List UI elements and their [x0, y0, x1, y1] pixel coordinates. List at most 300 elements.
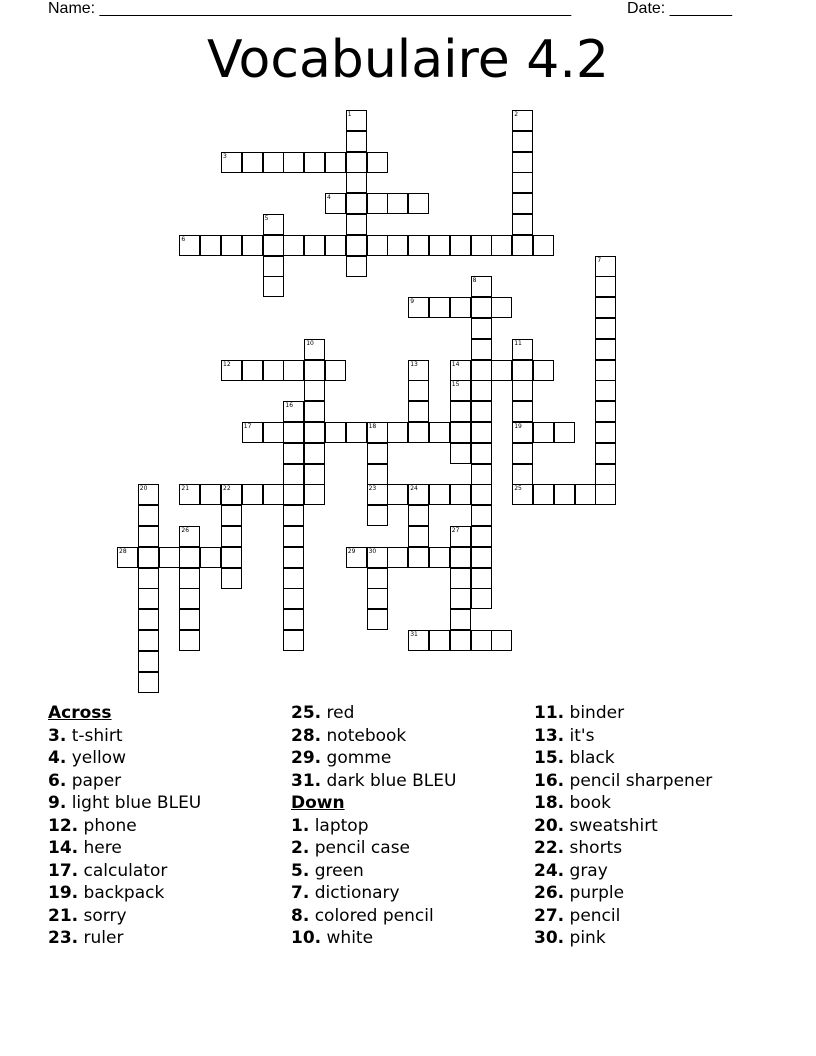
- grid-cell[interactable]: [221, 505, 242, 526]
- clues-column-2: [291, 702, 456, 950]
- clue-item-text: pencil: [569, 905, 621, 926]
- grid-cell[interactable]: [263, 235, 284, 256]
- grid-cell[interactable]: [429, 547, 450, 568]
- grid-cell[interactable]: [491, 360, 512, 381]
- grid-cell[interactable]: [471, 401, 492, 422]
- grid-cell[interactable]: [283, 505, 304, 526]
- grid-cell[interactable]: [304, 401, 325, 422]
- grid-cell[interactable]: [595, 401, 616, 422]
- grid-cell[interactable]: [304, 443, 325, 464]
- grid-cell[interactable]: [263, 276, 284, 297]
- grid-cell[interactable]: [263, 256, 284, 277]
- grid-cell[interactable]: [408, 193, 429, 214]
- clue-item-number: 20.: [534, 815, 565, 836]
- clue-item: [534, 792, 712, 815]
- clue-item: [48, 747, 201, 770]
- clue-item: [534, 905, 712, 928]
- grid-cell[interactable]: [179, 568, 200, 589]
- grid-cell[interactable]: [283, 235, 304, 256]
- clue-item-text: light blue BLEU: [71, 793, 202, 813]
- grid-cell[interactable]: [283, 547, 304, 568]
- clue-item: [534, 860, 712, 883]
- clue-item-number: 28.: [291, 725, 322, 746]
- clue-item-text: shorts: [569, 838, 623, 858]
- clue-item-number: 26.: [534, 883, 565, 903]
- grid-cell[interactable]: [263, 214, 284, 235]
- grid-cell[interactable]: [221, 360, 242, 381]
- grid-cell[interactable]: [179, 484, 200, 505]
- clue-item-number: 23.: [48, 928, 79, 948]
- clue-number: 11: [514, 339, 522, 347]
- grid-cell[interactable]: [471, 568, 492, 589]
- grid-cell[interactable]: [408, 401, 429, 422]
- clue-item-text: laptop: [314, 815, 369, 836]
- grid-cell[interactable]: [263, 360, 284, 381]
- clue-number: 5: [264, 215, 269, 222]
- clue-item: [291, 702, 456, 725]
- grid-cell[interactable]: [138, 588, 159, 609]
- grid-cell[interactable]: [346, 152, 367, 173]
- clue-item: [291, 770, 456, 793]
- grid-cell[interactable]: [408, 360, 429, 381]
- grid-cell[interactable]: [367, 568, 388, 589]
- grid-cell[interactable]: [179, 235, 200, 256]
- clue-item-text: dark blue BLEU: [326, 770, 457, 791]
- grid-cell[interactable]: [159, 547, 180, 568]
- clue-number: 7: [597, 256, 602, 264]
- grid-cell[interactable]: [221, 152, 242, 173]
- clue-item-text: gomme: [326, 748, 392, 768]
- grid-cell[interactable]: [512, 443, 533, 464]
- grid-cell[interactable]: [242, 360, 263, 381]
- grid-cell[interactable]: [595, 360, 616, 381]
- grid-cell[interactable]: [304, 464, 325, 485]
- grid-cell[interactable]: [533, 484, 554, 505]
- clue-section-heading: Down: [291, 793, 345, 813]
- grid-cell[interactable]: [263, 484, 284, 505]
- grid-cell[interactable]: [491, 297, 512, 318]
- grid-cell[interactable]: [450, 380, 471, 401]
- clue-item: [291, 860, 456, 883]
- grid-cell[interactable]: [325, 422, 346, 443]
- clue-number: 25: [514, 485, 522, 493]
- grid-cell[interactable]: [429, 630, 450, 651]
- clue-item-text: here: [83, 838, 122, 858]
- clue-item-text: pink: [569, 928, 606, 948]
- clue-number: 22: [223, 485, 231, 493]
- page-title: Vocabulaire 4.2: [207, 30, 609, 90]
- grid-cell[interactable]: [471, 588, 492, 609]
- clue-item: [534, 747, 712, 770]
- clue-number: 10: [306, 339, 314, 347]
- clue-item: [48, 905, 201, 928]
- grid-cell[interactable]: [471, 235, 492, 256]
- grid-cell[interactable]: [221, 568, 242, 589]
- clue-item-number: 12.: [48, 815, 79, 836]
- clue-item-number: 4.: [48, 748, 67, 768]
- grid-cell[interactable]: [346, 193, 367, 214]
- clue-item-text: red: [326, 703, 355, 723]
- grid-cell[interactable]: [283, 484, 304, 505]
- grid-cell[interactable]: [450, 443, 471, 464]
- grid-cell[interactable]: [304, 235, 325, 256]
- clue-item: [48, 770, 201, 793]
- clue-number: 1: [347, 111, 352, 118]
- grid-cell[interactable]: [242, 484, 263, 505]
- grid-cell[interactable]: [138, 484, 159, 505]
- grid-cell[interactable]: [512, 131, 533, 152]
- grid-cell[interactable]: [200, 484, 221, 505]
- grid-cell[interactable]: [283, 630, 304, 651]
- grid-cell[interactable]: [471, 443, 492, 464]
- grid-cell[interactable]: [325, 152, 346, 173]
- grid-cell[interactable]: [283, 526, 304, 547]
- grid-cell[interactable]: [450, 484, 471, 505]
- grid-cell[interactable]: [533, 235, 554, 256]
- clue-number: 28: [119, 547, 127, 555]
- grid-cell[interactable]: [304, 339, 325, 360]
- grid-cell[interactable]: [283, 401, 304, 422]
- grid-cell[interactable]: [367, 193, 388, 214]
- clue-item: [291, 815, 456, 838]
- grid-cell[interactable]: [263, 152, 284, 173]
- clue-item: [48, 882, 201, 905]
- grid-cell[interactable]: [387, 547, 408, 568]
- grid-cell[interactable]: [450, 547, 471, 568]
- grid-cell[interactable]: [471, 297, 492, 318]
- clue-item-number: 5.: [291, 860, 310, 881]
- clue-number: 9: [410, 298, 415, 306]
- grid-cell[interactable]: [346, 256, 367, 277]
- grid-cell[interactable]: [429, 484, 450, 505]
- grid-cell[interactable]: [179, 630, 200, 651]
- grid-cell[interactable]: [491, 235, 512, 256]
- clue-item: [291, 882, 456, 905]
- grid-cell[interactable]: [117, 547, 138, 568]
- grid-cell[interactable]: [575, 484, 596, 505]
- clue-item-number: 24.: [534, 860, 565, 881]
- grid-cell[interactable]: [304, 484, 325, 505]
- grid-cell[interactable]: [471, 422, 492, 443]
- clue-item-text: gray: [569, 860, 608, 881]
- clue-item-number: 9.: [48, 793, 67, 813]
- clue-item-text: purple: [569, 883, 625, 903]
- grid-cell[interactable]: [450, 609, 471, 630]
- grid-cell[interactable]: [554, 422, 575, 443]
- grid-cell[interactable]: [450, 235, 471, 256]
- grid-cell[interactable]: [346, 110, 367, 131]
- grid-cell[interactable]: [512, 339, 533, 360]
- grid-cell[interactable]: [387, 484, 408, 505]
- grid-cell[interactable]: [138, 505, 159, 526]
- clue-item: [291, 905, 456, 928]
- clue-item-text: green: [314, 860, 364, 881]
- grid-cell[interactable]: [408, 547, 429, 568]
- clue-item: [48, 815, 201, 838]
- grid-cell[interactable]: [346, 172, 367, 193]
- grid-cell[interactable]: [242, 235, 263, 256]
- grid-cell[interactable]: [512, 172, 533, 193]
- grid-cell[interactable]: [221, 526, 242, 547]
- clue-number: 14: [451, 360, 460, 368]
- grid-cell[interactable]: [221, 484, 242, 505]
- grid-cell[interactable]: [512, 214, 533, 235]
- clue-item-number: 19.: [48, 883, 79, 903]
- grid-cell[interactable]: [533, 360, 554, 381]
- clue-item: [48, 837, 201, 860]
- grid-cell[interactable]: [138, 568, 159, 589]
- grid-cell[interactable]: [471, 484, 492, 505]
- grid-cell[interactable]: [471, 526, 492, 547]
- grid-cell[interactable]: [408, 380, 429, 401]
- grid-cell[interactable]: [283, 609, 304, 630]
- grid-cell[interactable]: [595, 297, 616, 318]
- clue-number: 19: [514, 423, 522, 430]
- grid-cell[interactable]: [367, 152, 388, 173]
- grid-cell[interactable]: [512, 235, 533, 256]
- grid-cell[interactable]: [387, 193, 408, 214]
- grid-cell[interactable]: [408, 235, 429, 256]
- clue-item-number: 16.: [534, 770, 565, 791]
- grid-cell[interactable]: [450, 297, 471, 318]
- grid-cell[interactable]: [367, 464, 388, 485]
- grid-cell[interactable]: [283, 568, 304, 589]
- grid-cell[interactable]: [283, 443, 304, 464]
- grid-cell[interactable]: [283, 588, 304, 609]
- clue-number: 16: [285, 402, 294, 410]
- grid-cell[interactable]: [471, 318, 492, 339]
- clue-number: 30: [368, 547, 377, 555]
- clue-item-text: phone: [83, 815, 137, 836]
- grid-cell[interactable]: [512, 110, 533, 131]
- clue-item-number: 29.: [291, 748, 322, 768]
- grid-cell[interactable]: [325, 193, 346, 214]
- grid-cell[interactable]: [138, 526, 159, 547]
- grid-cell[interactable]: [263, 422, 284, 443]
- grid-cell[interactable]: [179, 526, 200, 547]
- grid-cell[interactable]: [283, 152, 304, 173]
- grid-cell[interactable]: [367, 235, 388, 256]
- grid-cell[interactable]: [512, 422, 533, 443]
- grid-cell[interactable]: [138, 609, 159, 630]
- clue-number: 3: [223, 152, 227, 160]
- grid-cell[interactable]: [304, 360, 325, 381]
- grid-cell[interactable]: [595, 318, 616, 339]
- clue-number: 29: [347, 547, 356, 555]
- clue-number: 17: [243, 423, 252, 430]
- grid-cell[interactable]: [554, 484, 575, 505]
- grid-cell[interactable]: [595, 464, 616, 485]
- clue-item-text: black: [569, 748, 615, 768]
- grid-cell[interactable]: [304, 422, 325, 443]
- grid-cell[interactable]: [304, 380, 325, 401]
- grid-cell[interactable]: [221, 547, 242, 568]
- grid-cell[interactable]: [346, 235, 367, 256]
- grid-cell[interactable]: [408, 297, 429, 318]
- clue-item-number: 17.: [48, 860, 79, 881]
- grid-cell[interactable]: [471, 464, 492, 485]
- grid-cell[interactable]: [512, 401, 533, 422]
- grid-cell[interactable]: [512, 152, 533, 173]
- clue-item: [48, 725, 201, 748]
- clue-item: [291, 747, 456, 770]
- grid-cell[interactable]: [471, 339, 492, 360]
- clue-item-text: notebook: [326, 725, 407, 746]
- clue-item-text: sweatshirt: [569, 815, 658, 836]
- clue-item: [291, 725, 456, 748]
- grid-cell[interactable]: [138, 630, 159, 651]
- grid-cell[interactable]: [408, 505, 429, 526]
- clue-item: [534, 815, 712, 838]
- clue-item-text: book: [569, 793, 611, 813]
- grid-cell[interactable]: [450, 401, 471, 422]
- grid-cell[interactable]: [595, 256, 616, 277]
- grid-cell[interactable]: [512, 484, 533, 505]
- grid-cell[interactable]: [346, 214, 367, 235]
- clue-item-number: 31.: [291, 770, 322, 791]
- grid-cell[interactable]: [512, 380, 533, 401]
- clue-number: 26: [181, 527, 190, 534]
- clue-section-heading: Across: [48, 703, 112, 723]
- clue-number: 23: [368, 485, 377, 493]
- grid-cell[interactable]: [595, 443, 616, 464]
- clue-item-number: 25.: [291, 703, 322, 723]
- grid-cell[interactable]: [595, 276, 616, 297]
- grid-cell[interactable]: [512, 360, 533, 381]
- grid-cell[interactable]: [595, 339, 616, 360]
- clue-item-number: 1.: [291, 815, 310, 836]
- grid-cell[interactable]: [450, 588, 471, 609]
- grid-cell[interactable]: [471, 276, 492, 297]
- clue-item-number: 15.: [534, 748, 565, 768]
- clue-number: 13: [410, 360, 418, 368]
- grid-cell[interactable]: [450, 568, 471, 589]
- clue-item: [48, 927, 201, 950]
- grid-cell[interactable]: [471, 630, 492, 651]
- grid-cell[interactable]: [533, 422, 554, 443]
- grid-cell[interactable]: [283, 422, 304, 443]
- clue-item: [534, 927, 712, 950]
- clue-item-text: backpack: [83, 883, 165, 903]
- grid-cell[interactable]: [367, 588, 388, 609]
- grid-cell[interactable]: [595, 422, 616, 443]
- grid-cell[interactable]: [138, 672, 159, 693]
- grid-cell[interactable]: [595, 484, 616, 505]
- clue-item: [534, 702, 712, 725]
- grid-cell[interactable]: [346, 547, 367, 568]
- grid-cell[interactable]: [512, 193, 533, 214]
- grid-cell[interactable]: [367, 609, 388, 630]
- clue-item-text: ruler: [83, 928, 124, 948]
- clue-item: [48, 860, 201, 883]
- grid-cell[interactable]: [367, 484, 388, 505]
- grid-cell[interactable]: [491, 630, 512, 651]
- grid-cell[interactable]: [138, 651, 159, 672]
- grid-cell[interactable]: [429, 297, 450, 318]
- grid-cell[interactable]: [179, 547, 200, 568]
- clue-item-number: 7.: [291, 883, 310, 903]
- grid-cell[interactable]: [346, 131, 367, 152]
- clue-item-number: 22.: [534, 838, 565, 858]
- clue-item: [534, 837, 712, 860]
- clue-number: 21: [181, 485, 190, 493]
- grid-cell[interactable]: [283, 360, 304, 381]
- grid-cell[interactable]: [346, 422, 367, 443]
- grid-cell[interactable]: [429, 422, 450, 443]
- grid-cell[interactable]: [283, 464, 304, 485]
- grid-cell[interactable]: [138, 547, 159, 568]
- grid-cell[interactable]: [450, 422, 471, 443]
- grid-cell[interactable]: [179, 609, 200, 630]
- clue-item-number: 21.: [48, 905, 79, 926]
- grid-cell[interactable]: [408, 526, 429, 547]
- grid-cell[interactable]: [408, 630, 429, 651]
- name-line: Name: _____________________________________________________: [48, 0, 572, 17]
- clue-item-number: 27.: [534, 905, 565, 926]
- grid-cell[interactable]: [512, 464, 533, 485]
- clue-item-number: 11.: [534, 703, 565, 723]
- clue-number: 24: [410, 485, 418, 493]
- clue-item-number: 18.: [534, 793, 565, 813]
- grid-cell[interactable]: [242, 422, 263, 443]
- grid-cell[interactable]: [471, 547, 492, 568]
- clue-number: 2: [514, 111, 519, 118]
- grid-cell[interactable]: [471, 360, 492, 381]
- grid-cell[interactable]: [450, 630, 471, 651]
- clue-item-text: binder: [569, 703, 625, 723]
- grid-cell[interactable]: [471, 380, 492, 401]
- clue-item-text: pencil case: [314, 838, 411, 858]
- clue-number: 15: [451, 381, 460, 389]
- grid-cell[interactable]: [408, 484, 429, 505]
- grid-cell[interactable]: [367, 443, 388, 464]
- clue-item: [291, 927, 456, 950]
- grid-cell[interactable]: [200, 547, 221, 568]
- grid-cell[interactable]: [367, 422, 388, 443]
- clue-item-number: 14.: [48, 838, 79, 858]
- grid-cell[interactable]: [179, 588, 200, 609]
- grid-cell[interactable]: [304, 152, 325, 173]
- grid-cell[interactable]: [367, 505, 388, 526]
- grid-cell[interactable]: [471, 505, 492, 526]
- clue-item-text: t-shirt: [71, 725, 123, 746]
- clue-number: 20: [139, 485, 148, 493]
- grid-cell[interactable]: [325, 360, 346, 381]
- clue-item: [48, 792, 201, 815]
- grid-cell[interactable]: [325, 235, 346, 256]
- grid-cell[interactable]: [242, 152, 263, 173]
- grid-cell[interactable]: [408, 422, 429, 443]
- clue-item-text: it's: [569, 725, 595, 746]
- clue-item-text: dictionary: [314, 883, 400, 903]
- clue-item-number: 8.: [291, 905, 310, 926]
- grid-cell[interactable]: [450, 360, 471, 381]
- clue-number: 31: [410, 631, 418, 638]
- grid-cell[interactable]: [221, 235, 242, 256]
- grid-cell[interactable]: [429, 235, 450, 256]
- clues-column-1: [48, 702, 201, 950]
- grid-cell[interactable]: [450, 526, 471, 547]
- clue-number: 12: [223, 360, 231, 368]
- clue-number: 27: [451, 527, 460, 534]
- grid-cell[interactable]: [200, 235, 221, 256]
- grid-cell[interactable]: [387, 422, 408, 443]
- clue-item-text: calculator: [83, 860, 168, 881]
- grid-cell[interactable]: [387, 235, 408, 256]
- grid-cell[interactable]: [595, 380, 616, 401]
- clue-item-number: 3.: [48, 725, 67, 746]
- grid-cell[interactable]: [367, 547, 388, 568]
